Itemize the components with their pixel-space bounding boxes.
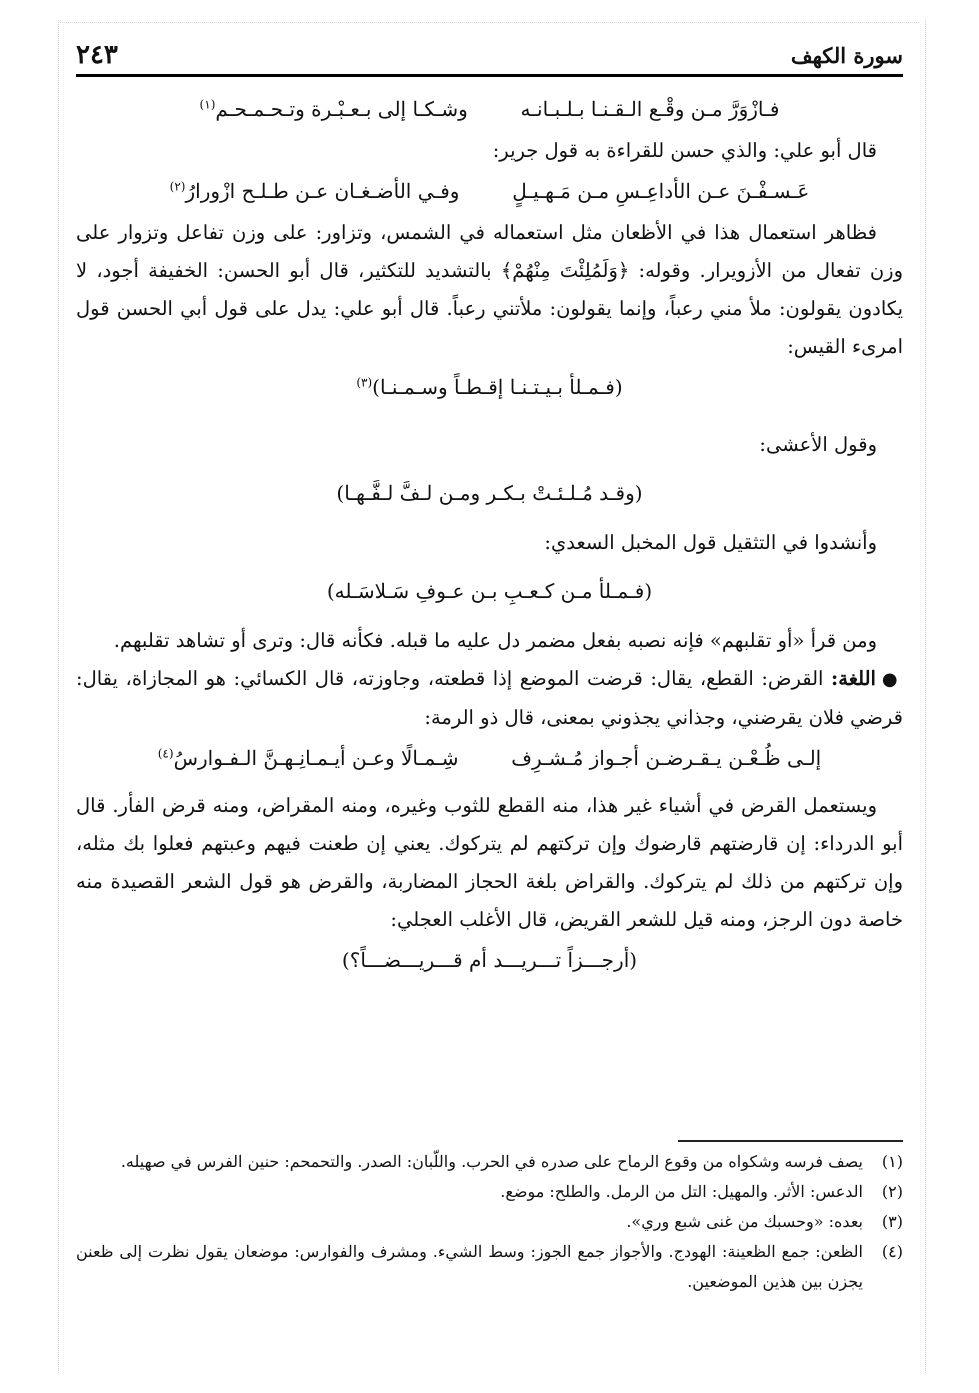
footnote-separator — [678, 1140, 903, 1142]
footnote-ref[interactable]: (٤) — [157, 746, 174, 761]
footnote-number: (١) — [881, 1152, 903, 1171]
section-text: القرض: القطع، يقال: قرضت الموضع إذا قطعته، وجاوزته، قال الكسائي: هو المجازاة، يقال: قرضي فلان يقرضني، وجذاني يجذوني بمعنى، قال ذو الرمة: — [76, 667, 903, 729]
footnote-text: يصف فرسه وشكواه من وقوع الرماح على صدره في الحرب. واللّبان: الصدر. والتحمحم: حنين الفرس في صهيله. — [120, 1152, 863, 1171]
footnote-ref[interactable]: (٢) — [169, 179, 186, 194]
footnote-ref[interactable]: (١) — [199, 97, 216, 112]
bullet-icon: ● — [881, 669, 899, 690]
main-text — [76, 88, 903, 983]
poem-verse-4 — [76, 474, 903, 512]
page-number: ٢٤٣ — [76, 40, 118, 70]
verse-text: (وقـد مُـلـئـتْ بـكـر ومـن لـفَّ لـفَّـهـا) — [336, 481, 643, 505]
verse-hemistich: وشـكـا إلى بـعـبْـرة وتـحـمـحـم — [215, 97, 468, 121]
poem-verse-2 — [76, 172, 903, 210]
paragraph: وقول الأعشى: — [759, 433, 877, 456]
footnote — [76, 1177, 903, 1207]
poem-verse-6 — [76, 739, 903, 777]
footnote-text: بعده: «وحسبك من غنى شبع وري». — [626, 1212, 863, 1231]
verse-hemistich: وفـي الأضـغـان عـن طـلـح ازْورارُ — [185, 179, 460, 203]
verse-text: (فـمـلأ مـن كـعـبِ بـن عـوفِ سَـلاسَـله) — [326, 579, 653, 603]
footnote — [76, 1207, 903, 1237]
verse-hemistich: عَـسـفْـنَ عـن الأداعِـسِ مـن مَـهـيـلٍ — [512, 179, 810, 203]
scan-edge-right — [925, 20, 927, 1373]
running-header — [76, 30, 903, 77]
poem-verse-1 — [76, 90, 903, 128]
footnote-number: (٢) — [881, 1182, 903, 1201]
footnote-ref[interactable]: (٣) — [356, 375, 373, 390]
verse-text: (أرجـــزاً تـــريـــد أم قـــريـــضـــاً؟) — [341, 948, 638, 972]
paragraph: قال أبو علي: والذي حسن للقراءة به قول جرير: — [492, 139, 877, 162]
footnote — [76, 1147, 903, 1177]
footnote-number: (٣) — [881, 1212, 903, 1231]
poem-verse-7 — [76, 941, 903, 979]
footnotes — [76, 1147, 903, 1297]
surah-title: سورة الكهف — [790, 43, 903, 68]
verse-text: (فـمـلأ بـيـتـنـا إقـطـاً وسـمـنـا) — [372, 375, 623, 399]
verse-hemistich: فـازْوَرَّ مـن وقْـع الـقـنـا بـلـبـانـه — [520, 97, 780, 121]
footnote-text: الظعن: جمع الظعينة: الهودج. والأجواز جمع الجوز: وسط الشيء. ومشرف والفوارس: موضعان يقول نظرت إلى ظعنن يجزن بين هذين الموضعين. — [76, 1242, 863, 1291]
verse-hemistich: إلـى ظُـعْـن يـقـرضـن أجـواز مُـشـرِف — [511, 746, 822, 770]
footnote-number: (٤) — [881, 1242, 903, 1261]
verse-hemistich: شِـمـالًا وعـن أيـمـانِـهـنَّ الـفـوارسُ — [173, 746, 459, 770]
lugha-section — [76, 660, 903, 737]
footnote-text: الدعس: الأثر. والمهيل: التل من الرمل. والطلح: موضع. — [500, 1182, 863, 1201]
section-label: اللغة: — [831, 667, 876, 690]
footnote — [76, 1237, 903, 1297]
paragraph: فظاهر استعمال هذا في الأظعان مثل استعماله في الشمس، وتزاور: على وزن تفاعل وتزوار على وزن تفعال من الأزويرار. وقوله: ﴿وَلَمُلِئْتَ مِنْهُمْ﴾ بالتشديد للتكثير، قال أبو الحسن: الخفيفة أجود، لا يكادون يقولون: ملأ مني رعباً، وإنما يقولون: ملأتني رعباً. قال أبو علي: يدل على قول أبي الحسن قول امرىء القيس: — [76, 221, 903, 358]
poem-verse-5 — [76, 572, 903, 610]
scan-edge-left — [58, 20, 60, 1373]
paragraph: وأنشدوا في التثقيل قول المخبل السعدي: — [544, 531, 877, 554]
poem-verse-3 — [76, 368, 903, 406]
paragraph: ومن قرأ «أو تقلبهم» فإنه نصبه بفعل مضمر دل عليه ما قبله. فكأنه قال: وترى أو تشاهد تقلبهم. — [113, 629, 877, 652]
paragraph: ويستعمل القرض في أشياء غير هذا، منه القطع للثوب وغيره، ومنه المقراض، ومنه قرض الفأر. قال أبو الدرداء: إن قارضتهم قارضوك وإن تركتهم لم يتركوك. يعني إن طعنت فيهم وعبتهم فعلوا بك مثله، وإن تركتهم من ذلك لم يتركوك. والقراض بلغة الحجاز المضاربة، والقرض هو قول الشعر القصيدة منه خاصة دون الرجز، ومنه قيل للشعر القريض، قال الأغلب العجلي: — [76, 794, 903, 931]
scan-page-edge — [60, 12, 919, 23]
